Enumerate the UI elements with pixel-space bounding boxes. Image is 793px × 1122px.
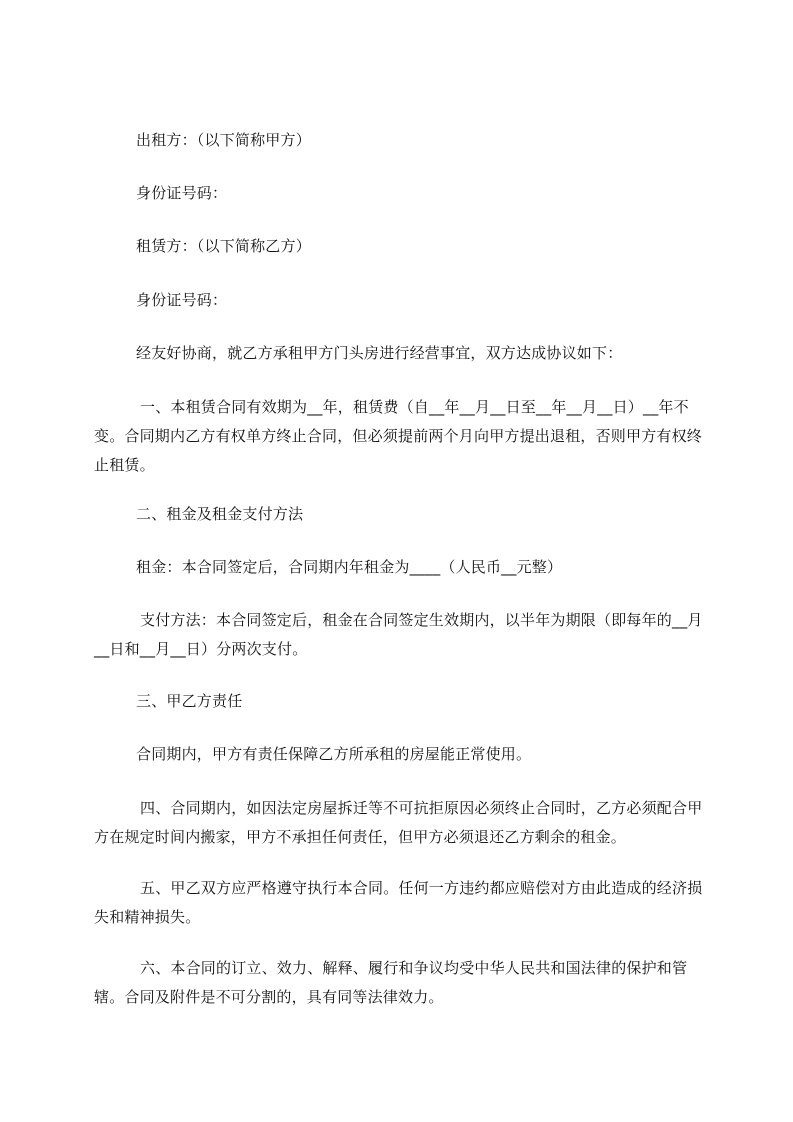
clause-5-breach: 五、甲乙双方应严格遵守执行本合同。任何一方违约都应赔偿对方由此造成的经济损失和精神损失。	[94, 879, 703, 926]
clause-4-demolition: 四、合同期内，如因法定房屋拆迁等不可抗拒原因必须终止合同时，乙方必须配合甲方在规定时间内搬家，甲方不承担任何责任，但甲方必须退还乙方剩余的租金。	[94, 799, 703, 846]
clause-3-heading: 三、甲乙方责任	[136, 692, 243, 710]
lessor-duty-paragraph: 合同期内，甲方有责任保障乙方所承租的房屋能正常使用。	[136, 745, 532, 763]
clause-2-heading: 二、租金及租金支付方法	[136, 505, 304, 523]
rent-amount-paragraph: 租金：本合同签定后，合同期内年租金为____（人民币__元整）	[136, 558, 563, 576]
lessee-line: 租赁方：（以下简称乙方）	[136, 237, 311, 255]
clause-6-law: 六、本合同的订立、效力、解释、履行和争议均受中华人民共和国法律的保护和管辖。合同及附件是不可分割的，具有同等法律效力。	[94, 959, 688, 1006]
clause-1-term: 一、本租赁合同有效期为__年，租赁费（自__年__月__日至__年__月__日）__年不变。合同期内乙方有权单方终止合同，但必须提前两个月向甲方提出退租，否则甲方有权终止租赁。	[94, 398, 703, 474]
lessor-line: 出租方：（以下简称甲方）	[136, 131, 311, 149]
lessor-id-line: 身份证号码：	[136, 184, 228, 202]
intro-paragraph: 经友好协商，就乙方承租甲方门头房进行经营事宜，双方达成协议如下：	[136, 344, 623, 362]
payment-method-paragraph: 支付方法：本合同签定后，租金在合同签定生效期内，以半年为期限（即每年的__月__日和__月__日）分两次支付。	[94, 611, 703, 658]
lessee-id-line: 身份证号码：	[136, 291, 228, 309]
